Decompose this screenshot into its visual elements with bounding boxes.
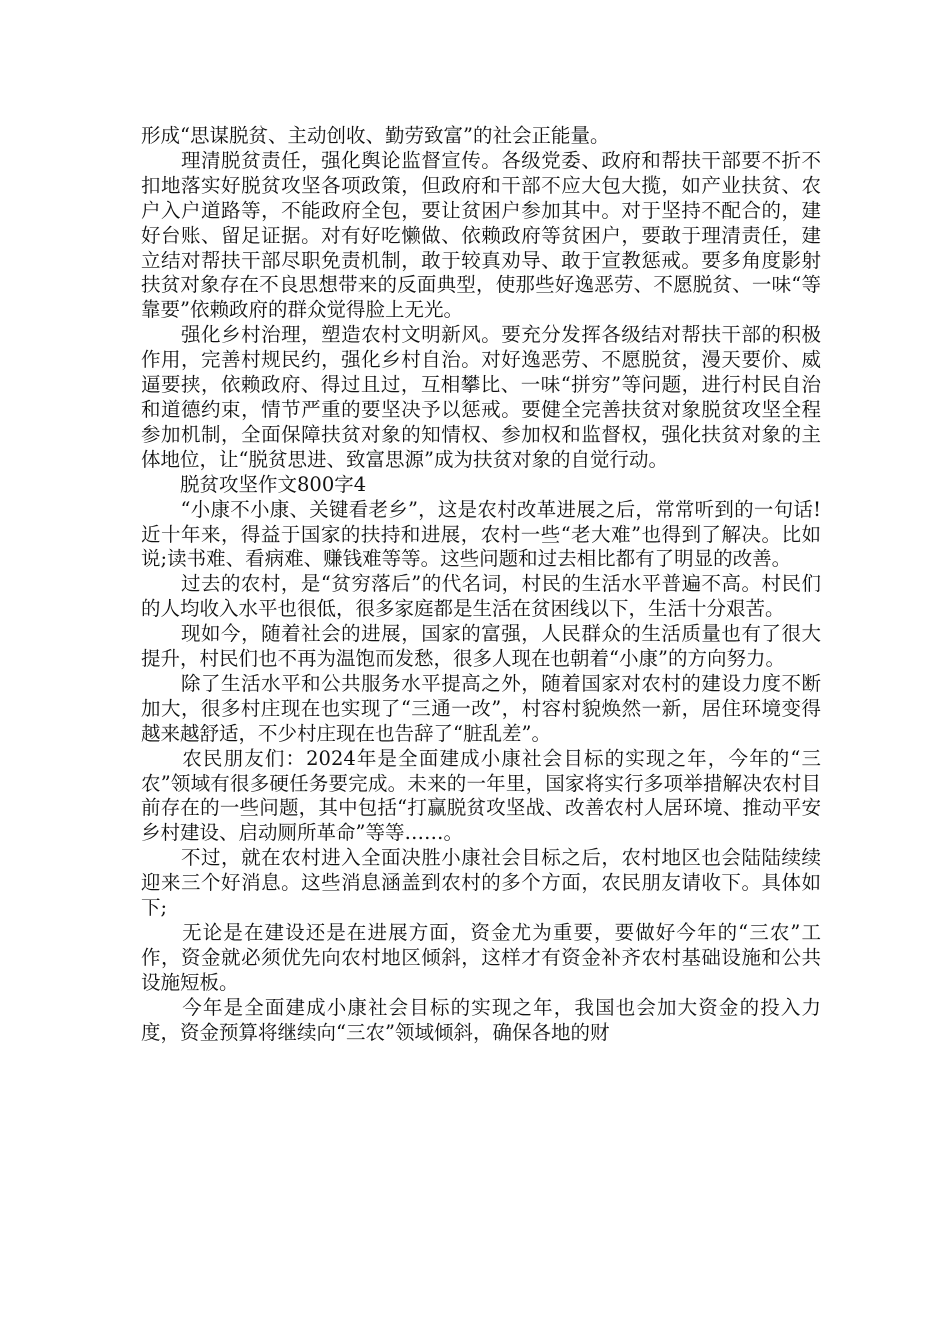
- paragraph-10: 无论是在建设还是在进展方面，资金尤为重要，要做好今年的“三农”工作，资金就必须优先向农村地区倾斜，这样才有资金补齐农村基础设施和公共设施短板。: [141, 921, 821, 994]
- paragraph-9: 不过，就在农村进入全面决胜小康社会目标之后，农村地区也会陆陆续续迎来三个好消息。这些消息涵盖到农村的多个方面，农民朋友请收下。具体如下;: [141, 846, 821, 920]
- paragraph-7: 除了生活水平和公共服务水平提高之外，随着国家对农村的建设力度不断加大，很多村庄现在也实现了“三通一改”，村容村貌焕然一新，居住环境变得越来越舒适，不少村庄现在也告辞了“脏乱差”。: [141, 671, 821, 745]
- paragraph-5: 过去的农村，是“贫穷落后”的代名词，村民的生活水平普遍不高。村民们的人均收入水平也很低，很多家庭都是生活在贫困线以下，生活十分艰苦。: [141, 572, 821, 621]
- document-body: [141, 124, 821, 1046]
- paragraph-1: 形成“思谋脱贫、主动创收、勤劳致富”的社会正能量。: [141, 124, 610, 147]
- paragraph-8: 农民朋友们：2024年是全面建成小康社会目标的实现之年，今年的“三农”领域有很多硬任务要完成。未来的一年里，国家将实行多项举措解决农村目前存在的一些问题，其中包括“打赢脱贫攻坚战、改善农村人居环境、推动平安乡村建设、启动厕所革命”等等……。: [141, 746, 821, 845]
- paragraph-6: 现如今，随着社会的进展，国家的富强，人民群众的生活质量也有了很大提升，村民们也不再为温饱而发愁，很多人现在也朝着“小康”的方向努力。: [141, 622, 821, 671]
- section-heading: 脱贫攻坚作文800字4: [141, 472, 367, 496]
- paragraph-3: 强化乡村治理，塑造农村文明新风。要充分发挥各级结对帮扶干部的积极作用，完善村规民约，强化乡村自治。对好逸恶劳、不愿脱贫，漫天要价、威逼要挟，依赖政府、得过且过，互相攀比、一味“拼穷”等问题，进行村民自治和道德约束，情节严重的要坚决予以惩戒。要健全完善扶贫对象脱贫攻坚全程参加机制，全面保障扶贫对象的知情权、参加权和监督权，强化扶贫对象的主体地位，让“脱贫思进、致富思源”成为扶贫对象的自觉行动。: [141, 323, 821, 471]
- paragraph-4: “小康不小康、关键看老乡”，这是农村改革进展之后，常常听到的一句话!近十年来，得益于国家的扶持和进展，农村一些“老大难”也得到了解决。比如说;读书难、看病难、赚钱难等等。这些问题和过去相比都有了明显的改善。: [141, 497, 821, 571]
- paragraph-11: 今年是全面建成小康社会目标的实现之年，我国也会加大资金的投入力度，资金预算将继续向“三农”领域倾斜，确保各地的财: [141, 995, 821, 1044]
- paragraph-2: 理清脱贫责任，强化舆论监督宣传。各级党委、政府和帮扶干部要不折不扣地落实好脱贫攻坚各项政策，但政府和干部不应大包大揽，如产业扶贫、农户入户道路等，不能政府全包，要让贫困户参加其中。对于坚持不配合的，建好台账、留足证据。对有好吃懒做、依赖政府等贫困户，要敢于理清责任，建立结对帮扶干部尽职免责机制，敢于较真劝导、敢于宣教惩戒。要多角度影射扶贫对象存在不良思想带来的反面典型，使那些好逸恶劳、不愿脱贫、一味“等靠要”依赖政府的群众觉得脸上无光。: [141, 148, 821, 322]
